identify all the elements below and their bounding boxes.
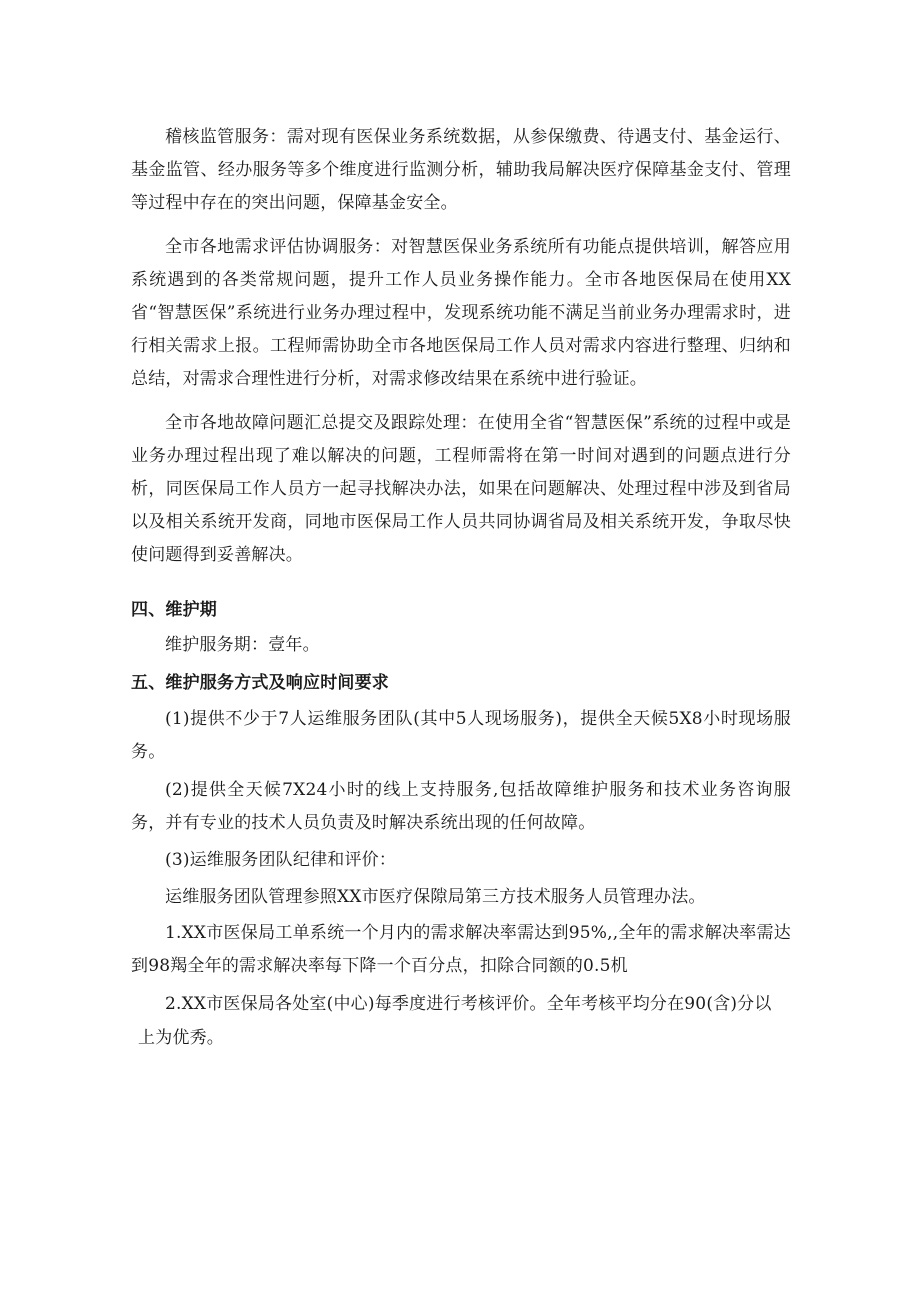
fault-section — [131, 407, 791, 572]
audit-section — [131, 121, 791, 220]
rule-2 — [131, 988, 791, 1021]
rule-1 — [131, 917, 791, 983]
rule-1-text: 1.XX市医保局工单系统一个月内的需求解决率需达到95%,,全年的需求解决率需达到98羯全年的需求解决率每下降一个百分点，扣除合同额的0.5机 — [131, 923, 791, 976]
item-3-text: (3)运维服务团队纪律和评价： — [165, 850, 397, 870]
item-2-text: (2)提供全天候7X24小时的线上支持服务,包括故障维护服务和技术业务咨询服务，并有专业的技术人员负责及时解决系统出现的任何故障。 — [131, 780, 791, 833]
section-4-text: 维护服务期：壹年。 — [165, 635, 320, 655]
rule-2-text-first: 2.XX市医保局各处室(中心)每季度进行考核评价。全年考核平均分在90(含)分以 — [165, 994, 772, 1014]
section-4-heading: 四、维护期 — [131, 600, 217, 620]
audit-paragraph: 稽核监管服务：需对现有医保业务系统数据，从参保缴费、待遇支付、基金运行、基金监管、经办服务等多个维度进行监测分析，辅助我局解决医疗保障基金支付、管理等过程中存在的突出问题，保障基金安全。 — [131, 127, 791, 213]
section-5-item-1 — [131, 703, 791, 769]
section-5-item-2 — [131, 774, 791, 840]
demand-paragraph: 全市各地需求评估协调服务：对智慧医保业务系统所有功能点提供培训，解答应用系统遇到的各类常规问题，提升工作人员业务操作能力。全市各地医保局在使用XX省“智慧医保”系统进行业务办理过程中，发现系统功能不满足当前业务办理需求时，进行相关需求上报。工程师需协助全市各地医保局工作人员对需求内容进行整理、归纳和总结，对需求合理性进行分析，对需求修改结果在系统中进行验证。 — [131, 237, 791, 389]
rule-2-continued — [138, 1022, 798, 1055]
fault-paragraph: 全市各地故障问题汇总提交及跟踪处理：在使用全省“智慧医保”系统的过程中或是业务办理过程出现了难以解决的问题，工程师需将在第一时间对遇到的问题点进行分析，同医保局工作人员方一起寻找解决办法，如果在问题解决、处理过程中涉及到省局以及相关系统开发商，同地市医保局工作人员共同协调省局及相关系统开发，争取尽快使问题得到妥善解决。 — [131, 413, 791, 565]
demand-section — [131, 231, 791, 396]
section-5-heading: 五、维护服务方式及响应时间要求 — [131, 673, 389, 693]
section-5-item-3 — [131, 844, 791, 877]
management-line — [131, 881, 791, 914]
section-5 — [131, 667, 791, 700]
section-4-body — [131, 629, 791, 662]
management-text: 运维服务团队管理参照XX市医疗保隙局第三方技术服务人员管理办法。 — [165, 887, 706, 907]
rule-2-text-second: 上为优秀。 — [138, 1028, 224, 1048]
item-1-text: (1)提供不少于7人运维服务团队(其中5人现场服务)，提供全天候5X8小时现场服务。 — [131, 709, 791, 762]
section-4 — [131, 594, 791, 627]
